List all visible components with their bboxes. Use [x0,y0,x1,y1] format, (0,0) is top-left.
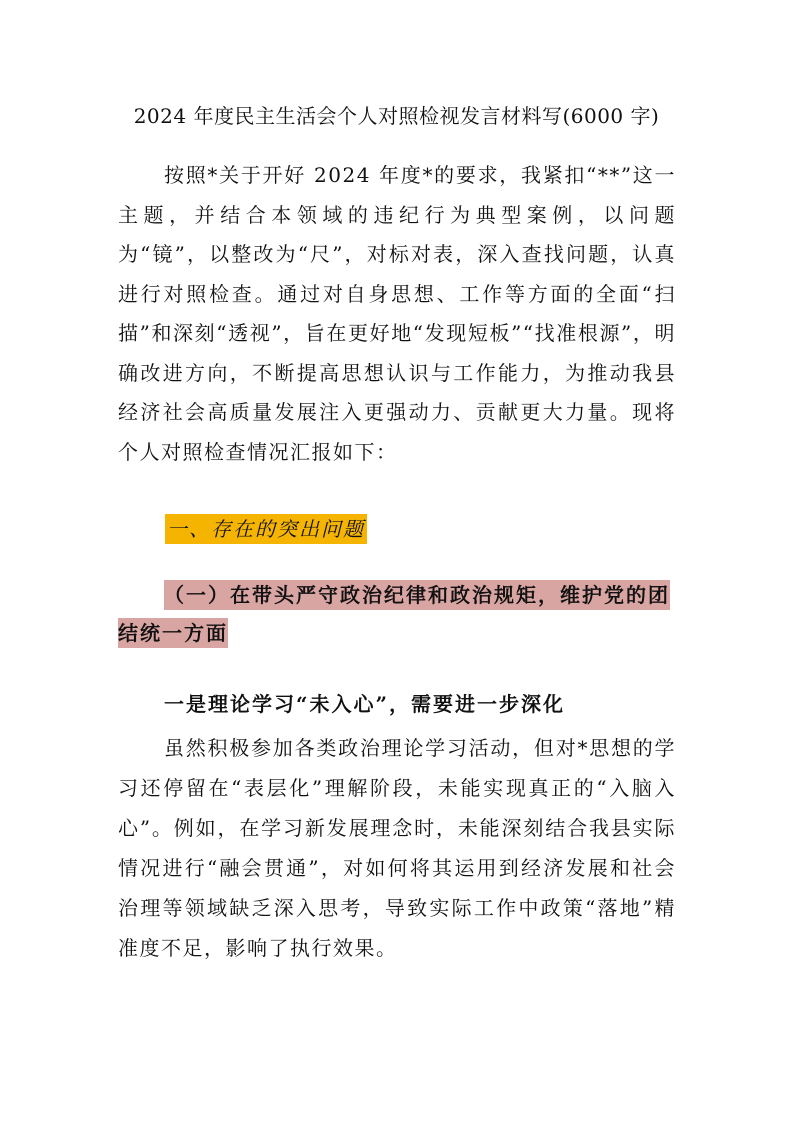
subsection-heading-line1: （一）在带头严守政治纪律和政治规矩，维护党的团 [164,580,670,610]
point-heading: 一是理论学习“未入心”，需要进一步深化 [164,692,566,716]
document-title: 2024 年度民主生活会个人对照检视发言材料写(6000 字) [133,104,660,128]
intro-paragraph: 按照*关于开好 2024 年度*的要求，我紧扣“**”这一主题，并结合本领域的违纪行为典型案例，以问题为“镜”，以整改为“尺”，对标对表，深入查找问题，认真进行对照检查。通过对自身思想、工作等方面的全面“扫描”和深刻“透视”，旨在更好地“发现短板”“找准根源”，明确改进方向，不断提高思想认识与工作能力，为推动我县经济社会高质量发展注入更强动力、贡献更大力量。现将个人对照检查情况汇报如下： [118,163,676,464]
point-body-paragraph: 虽然积极参加各类政治理论学习活动，但对*思想的学习还停留在“表层化”理解阶段，未能实现真正的“入脑入心”。例如，在学习新发展理念时，未能深刻结合我县实际情况进行“融会贯通”，对如何将其运用到经济发展和社会治理等领域缺乏深入思考，导致实际工作中政策“落地”精准度不足，影响了执行效果。 [118,736,676,960]
section-heading: 一、存在的突出问题 [165,514,367,544]
subsection-heading-line2: 结统一方面 [118,618,228,648]
subsection-heading [118,576,676,652]
